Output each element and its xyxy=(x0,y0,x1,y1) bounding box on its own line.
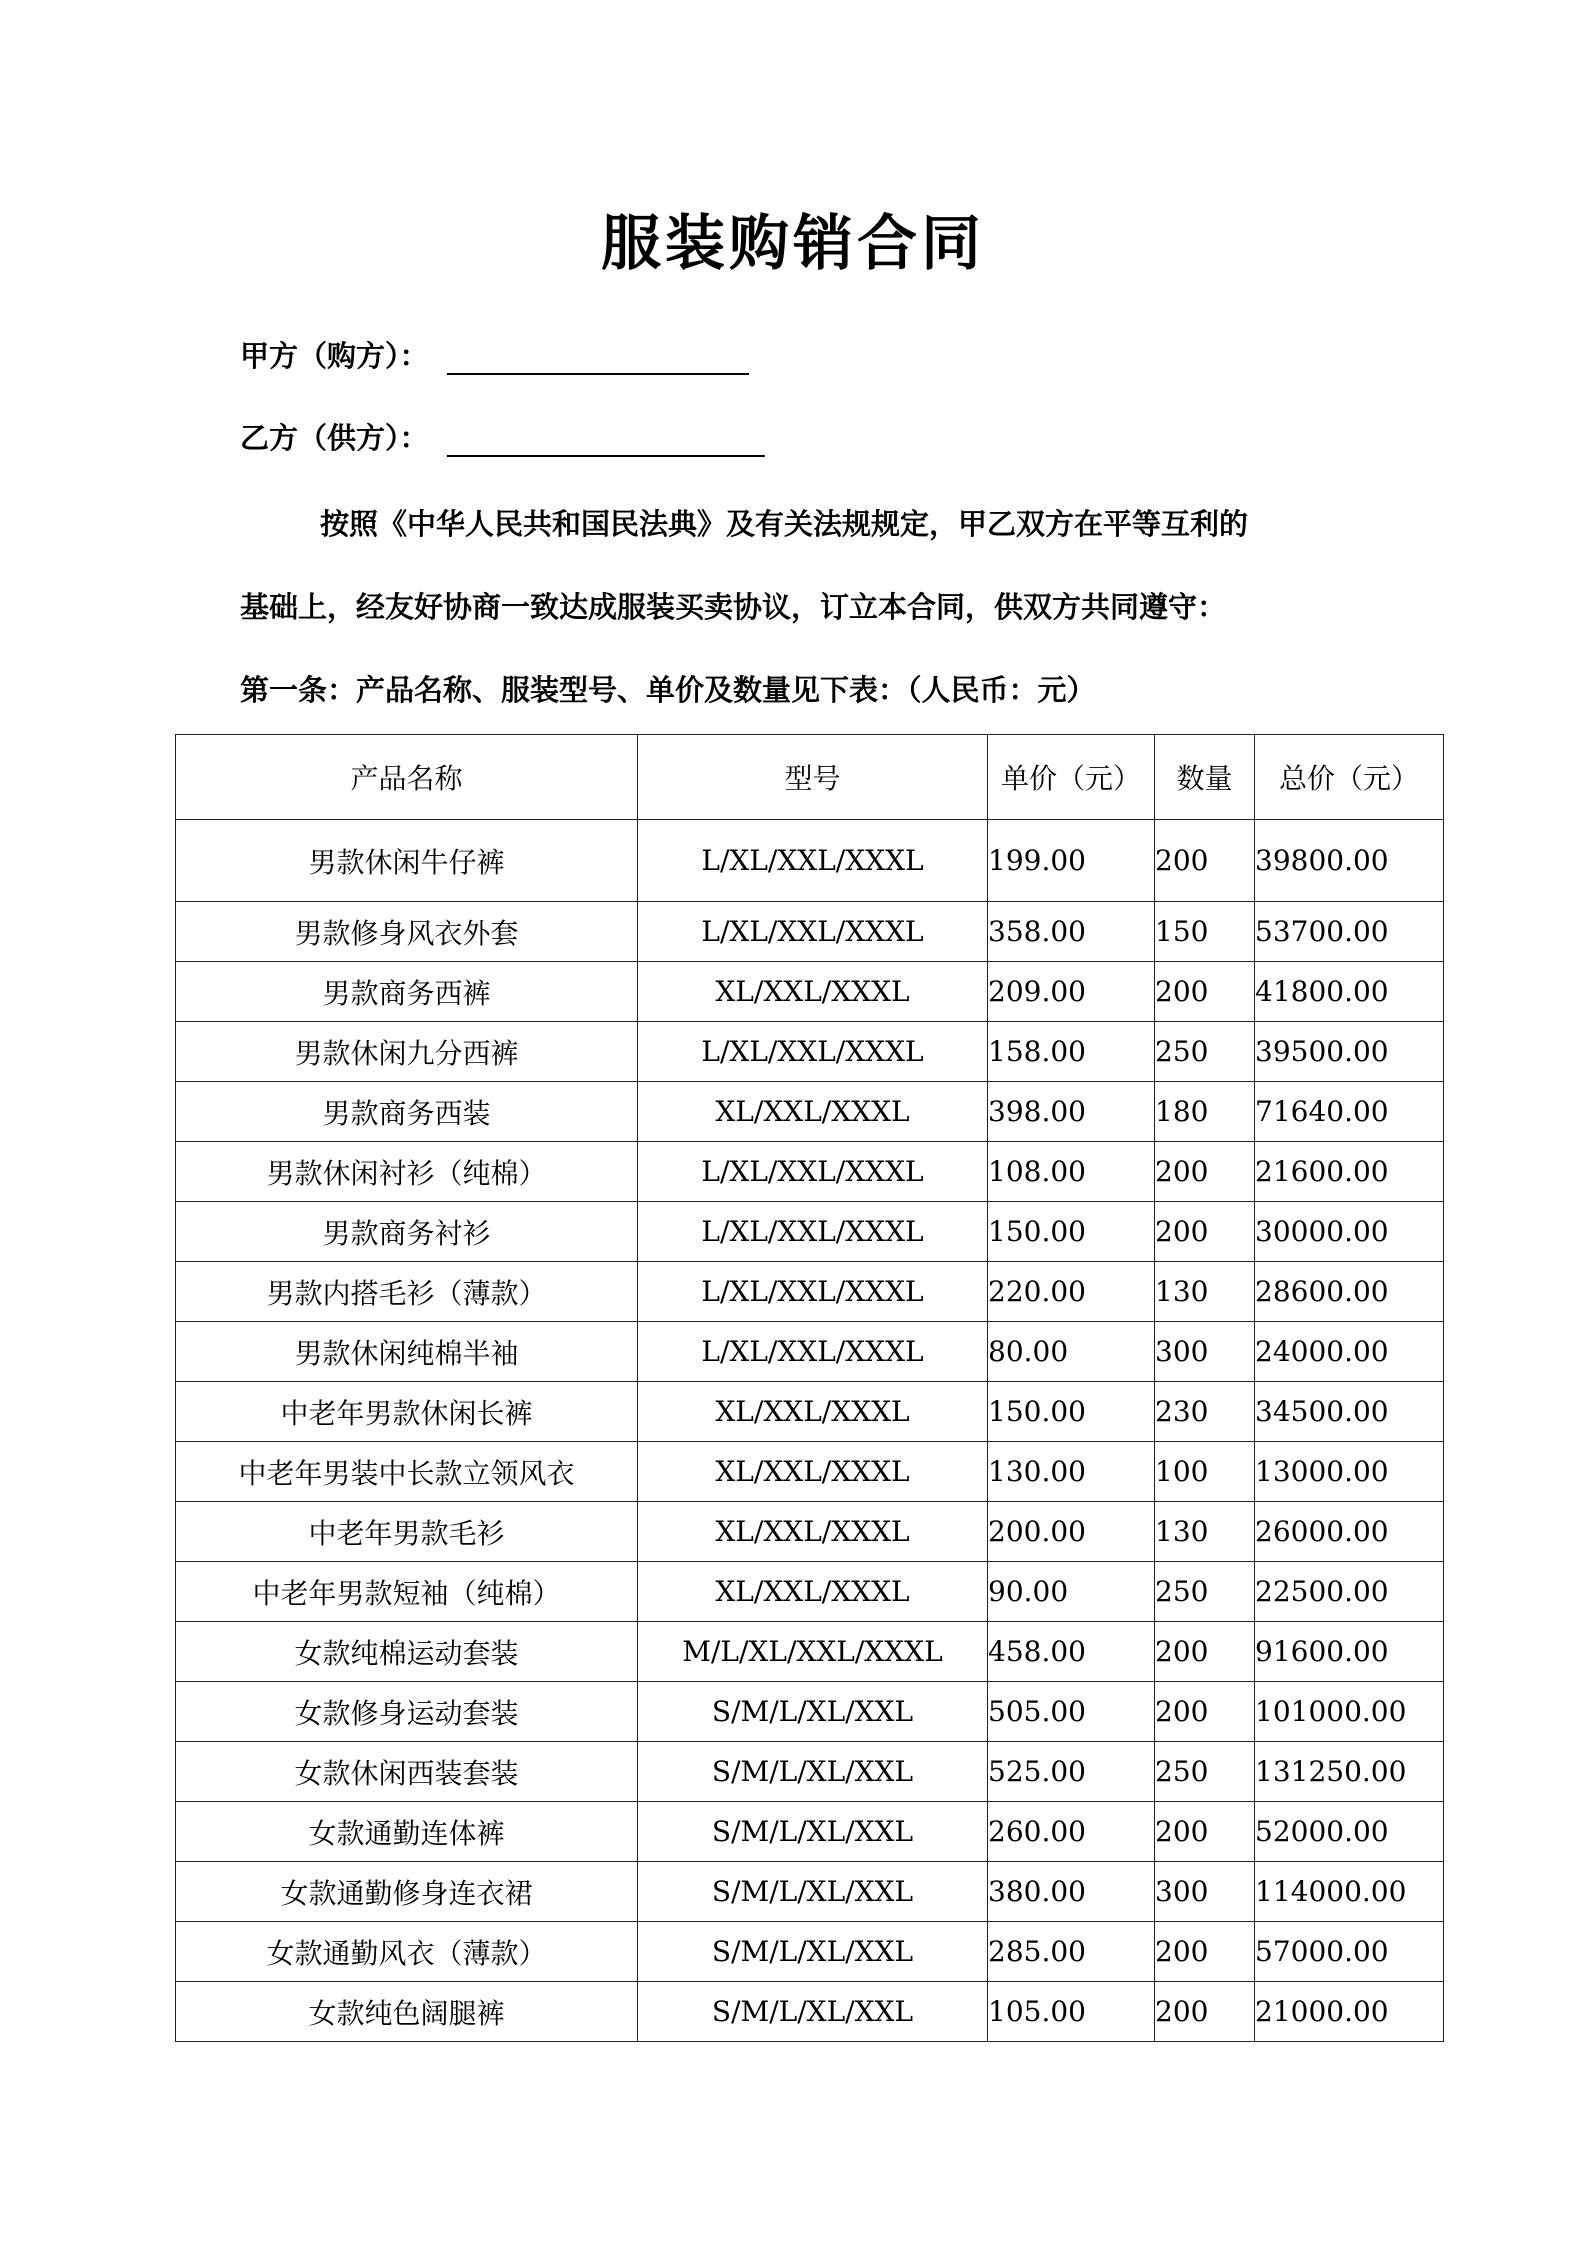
unit-price-cell: 285.00 xyxy=(988,1922,1155,1982)
table-row xyxy=(176,1802,1444,1862)
total-price-cell: 26000.00 xyxy=(1255,1502,1444,1562)
product-name-cell: 女款通勤连体裤 xyxy=(176,1802,638,1862)
header-total-price: 总价（元） xyxy=(1255,735,1444,820)
quantity-cell: 150 xyxy=(1155,902,1255,962)
quantity-cell: 180 xyxy=(1155,1082,1255,1142)
unit-price-cell: 200.00 xyxy=(988,1502,1155,1562)
model-cell: XL/XXL/XXXL xyxy=(638,1082,988,1142)
total-price-cell: 53700.00 xyxy=(1255,902,1444,962)
document-title: 服装购销合同 xyxy=(601,209,985,279)
quantity-cell: 300 xyxy=(1155,1322,1255,1382)
party-b-blank xyxy=(447,421,765,457)
total-price-cell: 21000.00 xyxy=(1255,1982,1444,2042)
table-row xyxy=(176,1682,1444,1742)
model-cell: S/M/L/XL/XXL xyxy=(638,1982,988,2042)
unit-price-cell: 458.00 xyxy=(988,1622,1155,1682)
product-name-cell: 女款修身运动套装 xyxy=(176,1682,638,1742)
quantity-cell: 200 xyxy=(1155,1682,1255,1742)
table-row xyxy=(176,1382,1444,1442)
quantity-cell: 200 xyxy=(1155,1622,1255,1682)
party-b-label: 乙方（供方）： xyxy=(240,421,429,455)
table-header-row xyxy=(176,735,1444,820)
total-price-cell: 22500.00 xyxy=(1255,1562,1444,1622)
total-price-cell: 71640.00 xyxy=(1255,1082,1444,1142)
party-a-label: 甲方（购方）： xyxy=(240,339,429,373)
unit-price-cell: 105.00 xyxy=(988,1982,1155,2042)
unit-price-cell: 158.00 xyxy=(988,1022,1155,1082)
quantity-cell: 250 xyxy=(1155,1022,1255,1082)
quantity-cell: 200 xyxy=(1155,1142,1255,1202)
model-cell: S/M/L/XL/XXL xyxy=(638,1682,988,1742)
unit-price-cell: 150.00 xyxy=(988,1202,1155,1262)
product-name-cell: 女款通勤修身连衣裙 xyxy=(176,1862,638,1922)
intro-line-1: 按照《中华人民共和国民法典》及有关法规规定，甲乙双方在平等互利的 xyxy=(320,507,1249,541)
unit-price-cell: 260.00 xyxy=(988,1802,1155,1862)
header-model: 型号 xyxy=(638,735,988,820)
table-row xyxy=(176,1862,1444,1922)
unit-price-cell: 130.00 xyxy=(988,1442,1155,1502)
article-1-heading: 第一条：产品名称、服装型号、单价及数量见下表：（人民币：元） xyxy=(240,673,1096,707)
quantity-cell: 200 xyxy=(1155,962,1255,1022)
unit-price-cell: 505.00 xyxy=(988,1682,1155,1742)
table-row xyxy=(176,1142,1444,1202)
model-cell: L/XL/XXL/XXXL xyxy=(638,820,988,902)
table-row xyxy=(176,1922,1444,1982)
total-price-cell: 28600.00 xyxy=(1255,1262,1444,1322)
unit-price-cell: 199.00 xyxy=(988,820,1155,902)
table-row xyxy=(176,1562,1444,1622)
product-table xyxy=(175,734,1444,2042)
intro-line-2: 基础上，经友好协商一致达成服装买卖协议，订立本合同，供双方共同遵守： xyxy=(240,590,1227,624)
unit-price-cell: 220.00 xyxy=(988,1262,1155,1322)
model-cell: XL/XXL/XXXL xyxy=(638,1442,988,1502)
total-price-cell: 91600.00 xyxy=(1255,1622,1444,1682)
model-cell: L/XL/XXL/XXXL xyxy=(638,1022,988,1082)
model-cell: S/M/L/XL/XXL xyxy=(638,1802,988,1862)
quantity-cell: 200 xyxy=(1155,820,1255,902)
model-cell: L/XL/XXL/XXXL xyxy=(638,902,988,962)
header-product-name: 产品名称 xyxy=(176,735,638,820)
table-row xyxy=(176,1502,1444,1562)
product-name-cell: 女款通勤风衣（薄款） xyxy=(176,1922,638,1982)
table-row xyxy=(176,820,1444,902)
product-name-cell: 男款休闲衬衫（纯棉） xyxy=(176,1142,638,1202)
party-a-line xyxy=(240,334,749,375)
table-row xyxy=(176,1082,1444,1142)
quantity-cell: 200 xyxy=(1155,1922,1255,1982)
quantity-cell: 200 xyxy=(1155,1802,1255,1862)
header-quantity: 数量 xyxy=(1155,735,1255,820)
quantity-cell: 130 xyxy=(1155,1502,1255,1562)
product-name-cell: 男款休闲九分西裤 xyxy=(176,1022,638,1082)
model-cell: XL/XXL/XXXL xyxy=(638,1502,988,1562)
total-price-cell: 13000.00 xyxy=(1255,1442,1444,1502)
table-body xyxy=(176,820,1444,2042)
quantity-cell: 250 xyxy=(1155,1562,1255,1622)
unit-price-cell: 358.00 xyxy=(988,902,1155,962)
total-price-cell: 39500.00 xyxy=(1255,1022,1444,1082)
model-cell: XL/XXL/XXXL xyxy=(638,1562,988,1622)
total-price-cell: 52000.00 xyxy=(1255,1802,1444,1862)
product-name-cell: 男款修身风衣外套 xyxy=(176,902,638,962)
product-name-cell: 男款商务衬衫 xyxy=(176,1202,638,1262)
model-cell: XL/XXL/XXXL xyxy=(638,962,988,1022)
total-price-cell: 24000.00 xyxy=(1255,1322,1444,1382)
total-price-cell: 39800.00 xyxy=(1255,820,1444,902)
model-cell: S/M/L/XL/XXL xyxy=(638,1922,988,1982)
product-name-cell: 男款休闲纯棉半袖 xyxy=(176,1322,638,1382)
product-name-cell: 中老年男款毛衫 xyxy=(176,1502,638,1562)
unit-price-cell: 380.00 xyxy=(988,1862,1155,1922)
product-name-cell: 男款商务西裤 xyxy=(176,962,638,1022)
product-name-cell: 男款内搭毛衫（薄款） xyxy=(176,1262,638,1322)
product-name-cell: 男款商务西装 xyxy=(176,1082,638,1142)
product-name-cell: 中老年男款休闲长裤 xyxy=(176,1382,638,1442)
unit-price-cell: 108.00 xyxy=(988,1142,1155,1202)
product-name-cell: 女款纯棉运动套装 xyxy=(176,1622,638,1682)
total-price-cell: 41800.00 xyxy=(1255,962,1444,1022)
unit-price-cell: 398.00 xyxy=(988,1082,1155,1142)
unit-price-cell: 80.00 xyxy=(988,1322,1155,1382)
table-row xyxy=(176,1262,1444,1322)
total-price-cell: 30000.00 xyxy=(1255,1202,1444,1262)
product-name-cell: 女款纯色阔腿裤 xyxy=(176,1982,638,2042)
quantity-cell: 100 xyxy=(1155,1442,1255,1502)
unit-price-cell: 525.00 xyxy=(988,1742,1155,1802)
table-row xyxy=(176,902,1444,962)
total-price-cell: 131250.00 xyxy=(1255,1742,1444,1802)
table-row xyxy=(176,1742,1444,1802)
party-a-blank xyxy=(447,339,749,375)
header-unit-price: 单价（元） xyxy=(988,735,1155,820)
total-price-cell: 34500.00 xyxy=(1255,1382,1444,1442)
quantity-cell: 250 xyxy=(1155,1742,1255,1802)
model-cell: L/XL/XXL/XXXL xyxy=(638,1322,988,1382)
product-name-cell: 男款休闲牛仔裤 xyxy=(176,820,638,902)
unit-price-cell: 90.00 xyxy=(988,1562,1155,1622)
model-cell: M/L/XL/XXL/XXXL xyxy=(638,1622,988,1682)
model-cell: S/M/L/XL/XXL xyxy=(638,1862,988,1922)
unit-price-cell: 150.00 xyxy=(988,1382,1155,1442)
quantity-cell: 130 xyxy=(1155,1262,1255,1322)
total-price-cell: 101000.00 xyxy=(1255,1682,1444,1742)
unit-price-cell: 209.00 xyxy=(988,962,1155,1022)
product-name-cell: 中老年男款短袖（纯棉） xyxy=(176,1562,638,1622)
quantity-cell: 230 xyxy=(1155,1382,1255,1442)
product-name-cell: 中老年男装中长款立领风衣 xyxy=(176,1442,638,1502)
table-row xyxy=(176,1202,1444,1262)
product-name-cell: 女款休闲西装套装 xyxy=(176,1742,638,1802)
model-cell: L/XL/XXL/XXXL xyxy=(638,1202,988,1262)
model-cell: L/XL/XXL/XXXL xyxy=(638,1142,988,1202)
table-row xyxy=(176,962,1444,1022)
table-row xyxy=(176,1622,1444,1682)
table-row xyxy=(176,1442,1444,1502)
table-row xyxy=(176,1322,1444,1382)
table-row xyxy=(176,1982,1444,2042)
party-b-line xyxy=(240,416,765,457)
model-cell: XL/XXL/XXXL xyxy=(638,1382,988,1442)
total-price-cell: 57000.00 xyxy=(1255,1922,1444,1982)
model-cell: S/M/L/XL/XXL xyxy=(638,1742,988,1802)
quantity-cell: 200 xyxy=(1155,1202,1255,1262)
table-row xyxy=(176,1022,1444,1082)
total-price-cell: 21600.00 xyxy=(1255,1142,1444,1202)
quantity-cell: 200 xyxy=(1155,1982,1255,2042)
quantity-cell: 300 xyxy=(1155,1862,1255,1922)
model-cell: L/XL/XXL/XXXL xyxy=(638,1262,988,1322)
total-price-cell: 114000.00 xyxy=(1255,1862,1444,1922)
